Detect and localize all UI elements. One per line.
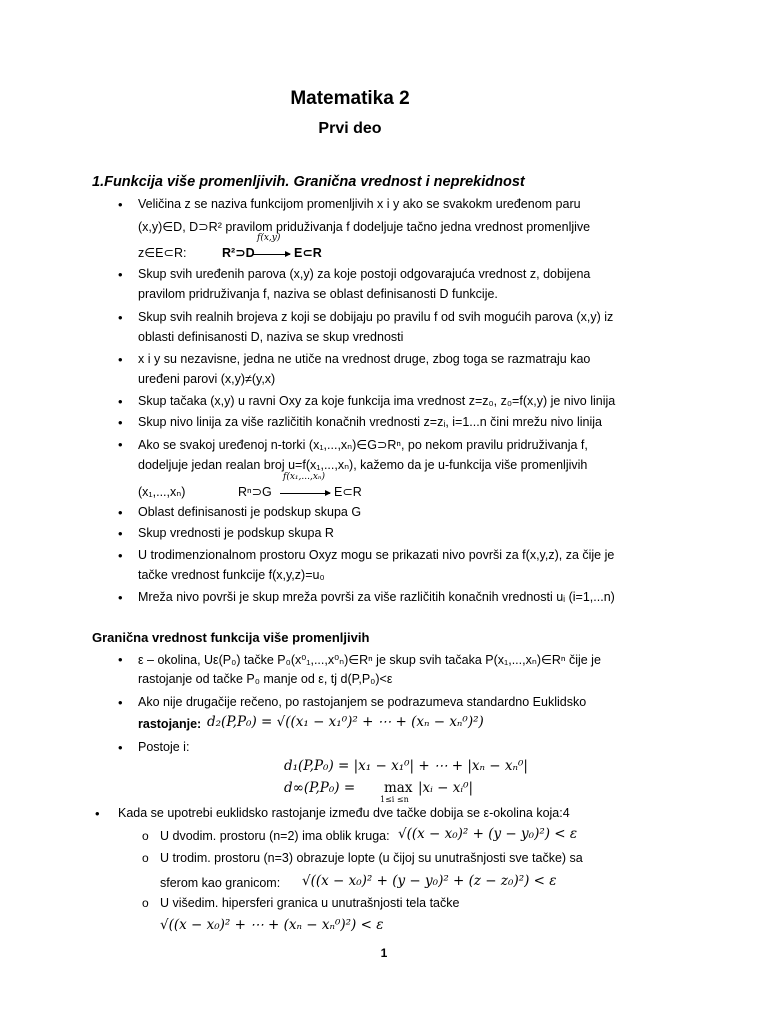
paragraph-line: U dvodim. prostoru (n=2) ima oblik kruga: [160, 829, 390, 843]
paragraph-line: Skup svih realnih brojeva z koji se dobijaju po pravilu f od svih mogućih parova (x,y) iz [138, 310, 614, 324]
sub-bullet-icon: o [142, 896, 149, 910]
mapping-domain: Rⁿ⊃G [238, 485, 272, 499]
mapping-label: f(x,y) [257, 233, 281, 243]
bullet-icon: • [118, 197, 123, 212]
section-heading-1: 1.Funkcija više promenljivih. Granična vrednost i neprekidnost [92, 174, 525, 190]
paragraph-line: Veličina z se naziva funkcijom promenljivih x i y ako se svakokm uređenom paru [138, 197, 581, 211]
paragraph-line: (x₁,...,xₙ) [138, 485, 186, 499]
paragraph-line: uređeni parovi (x,y)≠(y,x) [138, 372, 276, 386]
mapping-label: f(x₁,...,xₙ) [283, 472, 326, 482]
paragraph-line: Postoje i: [138, 740, 190, 754]
bullet-icon: • [118, 505, 123, 520]
bullet-icon: • [118, 394, 123, 409]
paragraph-line: U višedim. hipersferi granica u unutrašnjosti tela tačke [160, 896, 460, 910]
bullet-icon: • [118, 740, 123, 755]
sub-bullet-icon: o [142, 829, 149, 843]
paragraph-line: x i y su nezavisne, jedna ne utiče na vrednost druge, zbog toga se razmatraju kao [138, 352, 591, 366]
paragraph-line: Skup tačaka (x,y) u ravni Oxy za koje funkcija ima vrednost z=z₀, z₀=f(x,y) je nivo linija [138, 394, 616, 408]
formula-circle: √((x − x₀)² + (y − y₀)²) < ε [398, 826, 578, 842]
bullet-icon: • [118, 310, 123, 325]
paragraph-line: Skup svih uređenih parova (x,y) za koje postoji odgovarajuća vrednost z, dobijena [138, 267, 591, 281]
page-number: 1 [380, 946, 388, 960]
paragraph-line: rastojanje: [138, 717, 202, 731]
bullet-icon: • [118, 590, 123, 605]
paragraph-line: ε – okolina, Uε(P₀) tačke P₀(x⁰₁,...,x⁰ₙ)∈Rⁿ je skup svih tačaka P(x₁,...,xₙ)∈Rⁿ čije je [138, 653, 601, 667]
bullet-icon: • [95, 806, 100, 821]
formula-sphere: √((x − x₀)² + (y − y₀)² + (z − z₀)²) < ε [302, 873, 557, 889]
bullet-icon: • [118, 695, 123, 710]
bullet-icon: • [118, 437, 123, 452]
paragraph-line: Kada se upotrebi euklidsko rastojanje između dve tačke dobija se ε-okolina koja:4 [118, 806, 570, 820]
bullet-icon: • [118, 526, 123, 541]
formula-range: 1≤i ≤n [380, 795, 409, 804]
paragraph-line: z∈E⊂R: [138, 246, 187, 260]
mapping-domain: R²⊃D [222, 246, 255, 260]
paragraph-line: dodeljuje jedan realan broj u=f(x₁,...,xₙ), kažemo da je u-funkcija više promenljivih [138, 458, 588, 472]
paragraph-line: rastojanje od tačke P₀ manje od ε, tj d(P,P₀)<ε [138, 672, 393, 686]
mapping-codomain: E⊂R [294, 246, 322, 260]
paragraph-line: Mreža nivo površi je skup mreža površi za više različitih konačnih vrednosti uᵢ (i=1,...n) [138, 590, 615, 604]
bullet-icon: • [118, 352, 123, 367]
bullet-icon: • [118, 652, 123, 667]
formula-max: max [384, 780, 413, 796]
mapping-arrow-icon [253, 254, 290, 255]
bullet-icon: • [118, 267, 123, 282]
mapping-arrow-icon [280, 493, 330, 494]
formula-hypersphere: √((x − x₀)² + ⋯ + (xₙ − xₙ⁰)²) < ε [160, 917, 384, 933]
document-title: Matematika 2 [290, 88, 410, 109]
bullet-icon: • [118, 548, 123, 563]
bullet-icon: • [118, 415, 123, 430]
paragraph-line: U trodimenzionalnom prostoru Oxyz mogu se prikazati nivo površi za f(x,y,z), za čije je [138, 548, 615, 562]
paragraph-line: Skup vrednosti je podskup skupa R [138, 526, 334, 540]
paragraph-line: oblasti definisanosti D, naziva se skup vrednosti [138, 330, 404, 344]
document-subtitle: Prvi deo [318, 120, 382, 137]
paragraph-line: pravilom pridruživanja f, naziva se oblast definisanosti D funkcije. [138, 287, 498, 301]
formula-chebyshev-left: d∞(P,P₀) = [284, 780, 356, 796]
section-heading-2: Granična vrednost funkcija više promenljivih [92, 630, 370, 645]
paragraph-line: Skup nivo linija za više različitih konačnih vrednosti z=zᵢ, i=1...n čini mrežu nivo linija [138, 415, 602, 429]
paragraph-line: tačke vrednost funkcije f(x,y,z)=u₀ [138, 568, 325, 582]
paragraph-line: sferom kao granicom: [160, 876, 281, 890]
formula-manhattan: d₁(P,P₀) = |x₁ − x₁⁰| + ⋯ + |xₙ − xₙ⁰| [284, 758, 528, 774]
paragraph-line: U trodim. prostoru (n=3) obrazuje lopte (u čijoj su unutrašnjosti sve tačke) sa [160, 851, 583, 865]
paragraph-line: Ako se svakoj uređenoj n-torki (x₁,...,xₙ)∈G⊃Rⁿ, po nekom pravilu pridruživanja f, [138, 438, 588, 452]
formula-chebyshev-right: |xᵢ − xᵢ⁰| [418, 780, 474, 796]
mapping-codomain: E⊂R [334, 485, 362, 499]
paragraph-line: Oblast definisanosti je podskup skupa G [138, 505, 362, 519]
paragraph-line: Ako nije drugačije rečeno, po rastojanjem se podrazumeva standardno Euklidsko [138, 695, 587, 709]
sub-bullet-icon: o [142, 851, 149, 865]
formula-euclid: d₂(P,P₀) = √((x₁ − x₁⁰)² + ⋯ + (xₙ − xₙ⁰)²) [207, 714, 484, 730]
paragraph-line: (x,y)∈D, D⊃R² pravilom priduživanja f dodeljuje tačno jedna vrednost promenljive [138, 220, 591, 234]
